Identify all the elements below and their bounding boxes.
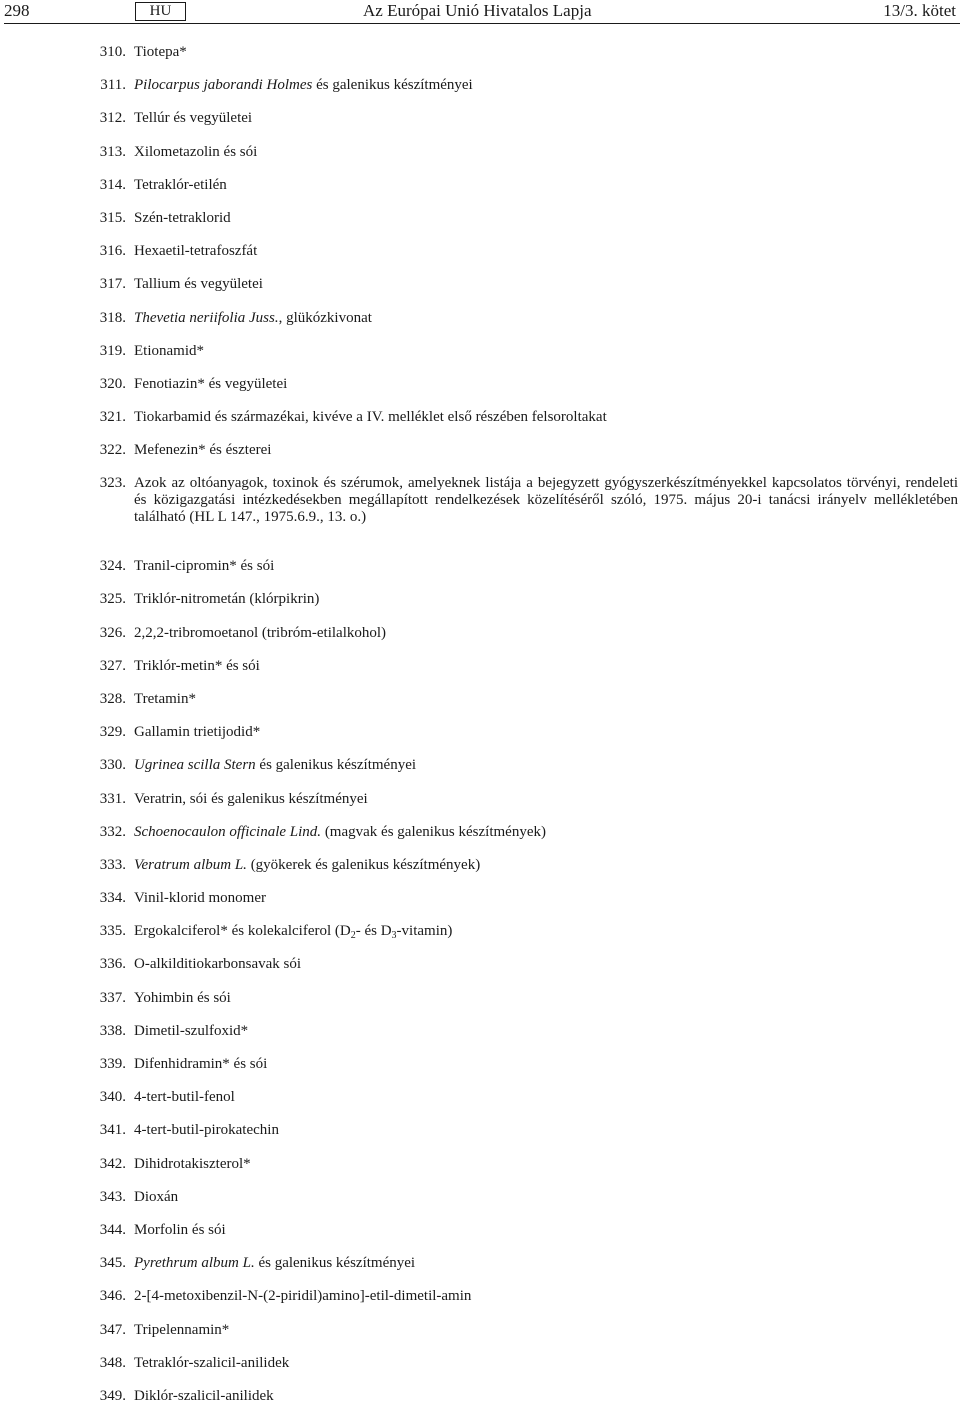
list-item (0, 1056, 960, 1089)
text-run: Tiokarbamid és származékai, kivéve a IV. melléklet első részében felsoroltakat (134, 409, 607, 426)
list-item (0, 658, 960, 691)
text-run: Tetraklór-szalicil-anilidek (134, 1354, 290, 1371)
list-item (0, 475, 960, 558)
list-item (0, 110, 960, 143)
text-run: 2,2,2-tribromoetanol (tribróm-etilalkohol) (134, 624, 387, 641)
item-text (134, 1288, 958, 1305)
item-text (134, 923, 958, 940)
item-text (134, 1023, 958, 1040)
list-item (0, 625, 960, 658)
item-number: 344. (99, 1221, 126, 1238)
item-text (134, 591, 958, 608)
text-run: Veratrin, sói és galenikus készítményei (134, 790, 368, 807)
item-number: 328. (99, 690, 126, 707)
item-text (134, 276, 958, 293)
list-item (0, 1322, 960, 1355)
list-item (0, 791, 960, 824)
text-run: Triklór-metin* és sói (134, 657, 260, 674)
list-item (0, 890, 960, 923)
item-text (134, 310, 958, 327)
italic-text: Veratrum album L. (134, 856, 247, 873)
text-run: és galenikus készítményei (254, 1255, 416, 1272)
item-number: 311. (100, 77, 126, 94)
item-number: 323. (99, 475, 126, 492)
item-number: 326. (99, 624, 126, 641)
list-item (0, 1255, 960, 1288)
text-run: Gallamin trietijodid* (134, 724, 261, 741)
italic-text: Schoenocaulon officinale Lind. (134, 823, 322, 840)
item-text (134, 791, 958, 808)
list-item (0, 1089, 960, 1122)
header-divider (4, 23, 960, 24)
item-number: 322. (99, 442, 126, 459)
item-text (134, 724, 958, 741)
text-run: Dimetil-szulfoxid* (134, 1022, 249, 1039)
item-number: 349. (99, 1387, 126, 1404)
item-number: 339. (99, 1056, 126, 1073)
item-text (134, 658, 958, 675)
list-item (0, 923, 960, 956)
list-item (0, 1222, 960, 1255)
text-run: Ergokalciferol* és kolekalciferol (D (134, 923, 351, 940)
text-run: Tranil-cipromin* és sói (134, 558, 275, 575)
item-number: 329. (99, 724, 126, 741)
italic-text: Ugrinea scilla Stern (134, 757, 256, 774)
item-number: 348. (99, 1354, 126, 1371)
item-text (134, 990, 958, 1007)
text-run: 2-[4-metoxibenzil-N-(2-piridil)amino]-etil-dimetil-amin (134, 1288, 472, 1305)
item-text (134, 625, 958, 642)
item-number: 310. (99, 44, 126, 60)
italic-text: Thevetia neriifolia Juss. (134, 309, 279, 326)
item-number: 341. (99, 1122, 126, 1139)
italic-text: Pyrethrum album L. (134, 1255, 255, 1272)
item-text (134, 1388, 958, 1405)
item-text (134, 144, 958, 161)
item-text (134, 1156, 958, 1173)
text-run: Vinil-klorid monomer (134, 890, 266, 907)
subscript: 2 (350, 930, 356, 942)
item-text (134, 1122, 958, 1139)
item-text (134, 1056, 958, 1073)
list-item (0, 558, 960, 591)
item-number: 331. (99, 790, 126, 807)
list-item (0, 1288, 960, 1321)
list-item (0, 956, 960, 989)
item-text (134, 1322, 958, 1339)
item-text (134, 442, 958, 459)
list-item (0, 1388, 960, 1421)
text-run: O-alkilditiokarbonsavak sói (134, 956, 302, 973)
list-item (0, 857, 960, 890)
item-text (134, 409, 958, 426)
text-run: és galenikus készítményei (255, 757, 417, 774)
list-item (0, 724, 960, 757)
journal-title: Az Európai Unió Hivatalos Lapja (363, 1, 592, 20)
text-run: , glükózkivonat (278, 309, 372, 326)
list-item (0, 591, 960, 624)
text-run: Hexaetil-tetrafoszfát (134, 243, 258, 260)
text-run: Xilometazolin és sói (134, 143, 258, 160)
item-text (134, 475, 958, 526)
page-number: 298 (4, 1, 30, 20)
text-run: és galenikus készítményei (312, 77, 473, 94)
text-run: Azok az oltóanyagok, toxinok és szérumok, amelyeknek listája a bejegyzett gyógyszerkészítményekkel kapcsolatos törvényi, rendeleti és közigazgatási intézkedésekben megállapított rendelkezések közelítéséről szóló, 1975. május 20-i tanácsi irányelv mellékletében található (HL L 147., 1975.6.9., 13. o.) (134, 475, 958, 526)
item-text (134, 757, 958, 774)
text-run: Tretamin* (134, 690, 196, 707)
item-number: 342. (99, 1155, 126, 1172)
item-text (134, 1189, 958, 1206)
list-item (0, 1023, 960, 1056)
item-number: 325. (99, 591, 126, 608)
item-text (134, 857, 958, 874)
list-item (0, 990, 960, 1023)
item-text (134, 110, 958, 127)
item-text (134, 1255, 958, 1272)
list-item (0, 210, 960, 243)
text-run: Mefenezin* és észterei (134, 442, 272, 459)
item-number: 319. (99, 342, 126, 359)
text-run: Yohimbin és sói (134, 989, 231, 1006)
item-text (134, 77, 958, 94)
text-run: Szén-tetraklorid (134, 209, 231, 226)
item-text (134, 376, 958, 393)
list-item (0, 1189, 960, 1222)
item-number: 314. (99, 176, 126, 193)
list-item (0, 144, 960, 177)
text-run: 4-tert-butil-pirokatechin (134, 1122, 279, 1139)
item-text (134, 824, 958, 841)
list-item (0, 1156, 960, 1189)
list-item (0, 691, 960, 724)
list-item (0, 1355, 960, 1388)
list-item (0, 343, 960, 376)
item-number: 343. (99, 1188, 126, 1205)
text-run: Triklór-nitrometán (klórpikrin) (134, 591, 320, 608)
text-run: Dihidrotakiszterol* (134, 1155, 251, 1172)
item-text (134, 558, 958, 575)
text-run: - és D (355, 923, 392, 940)
text-run: Fenotiazin* és vegyületei (134, 375, 288, 392)
volume-label: 13/3. kötet (883, 1, 956, 20)
text-run: Tiotepa* (134, 44, 187, 60)
text-run: Tetraklór-etilén (134, 176, 227, 193)
item-text (134, 210, 958, 227)
item-number: 312. (99, 110, 126, 127)
item-number: 320. (99, 375, 126, 392)
list-item (0, 1122, 960, 1155)
italic-text: Pilocarpus jaborandi Holmes (134, 77, 313, 94)
item-number: 333. (99, 856, 126, 873)
page-header (0, 0, 960, 22)
item-number: 337. (99, 989, 126, 1006)
item-number: 313. (99, 143, 126, 160)
text-run: Difenhidramin* és sói (134, 1056, 268, 1073)
language-badge: HU (135, 2, 186, 21)
text-run: 4-tert-butil-fenol (134, 1089, 235, 1106)
item-number: 321. (99, 409, 126, 426)
item-number: 347. (99, 1321, 126, 1338)
text-run: Tallium és vegyületei (134, 276, 263, 293)
item-text (134, 1355, 958, 1372)
list-item (0, 276, 960, 309)
item-number: 338. (99, 1022, 126, 1039)
item-number: 332. (99, 823, 126, 840)
item-number: 340. (99, 1089, 126, 1106)
item-text (134, 243, 958, 260)
item-number: 317. (99, 276, 126, 293)
item-number: 335. (99, 923, 126, 940)
list-item (0, 77, 960, 110)
list-item (0, 376, 960, 409)
item-text (134, 44, 958, 61)
substance-list (0, 44, 960, 1421)
text-run: Dioxán (134, 1188, 179, 1205)
text-run: (gyökerek és galenikus készítmények) (246, 856, 481, 873)
list-item (0, 310, 960, 343)
list-item (0, 824, 960, 857)
list-item (0, 409, 960, 442)
text-run: (magvak és galenikus készítmények) (321, 823, 546, 840)
item-text (134, 177, 958, 194)
item-number: 345. (99, 1255, 126, 1272)
item-text (134, 691, 958, 708)
list-item (0, 44, 960, 77)
item-text (134, 956, 958, 973)
item-number: 315. (99, 209, 126, 226)
item-number: 336. (99, 956, 126, 973)
text-run: Morfolin és sói (134, 1221, 226, 1238)
text-run: Diklór-szalicil-anilidek (134, 1387, 274, 1404)
item-number: 334. (99, 890, 126, 907)
text-run: Tellúr és vegyületei (134, 110, 253, 127)
item-number: 324. (99, 558, 126, 575)
item-text (134, 1222, 958, 1239)
list-item (0, 442, 960, 475)
list-item (0, 243, 960, 276)
text-run: Tripelennamin* (134, 1321, 230, 1338)
subscript: 3 (391, 930, 397, 942)
list-item (0, 757, 960, 790)
item-number: 318. (99, 309, 126, 326)
item-text (134, 890, 958, 907)
item-number: 327. (99, 657, 126, 674)
text-run: Etionamid* (134, 342, 204, 359)
text-run: -vitamin) (396, 923, 453, 940)
item-number: 330. (99, 757, 126, 774)
item-text (134, 1089, 958, 1106)
item-text (134, 343, 958, 360)
list-item (0, 177, 960, 210)
item-number: 346. (99, 1288, 126, 1305)
item-number: 316. (99, 243, 126, 260)
